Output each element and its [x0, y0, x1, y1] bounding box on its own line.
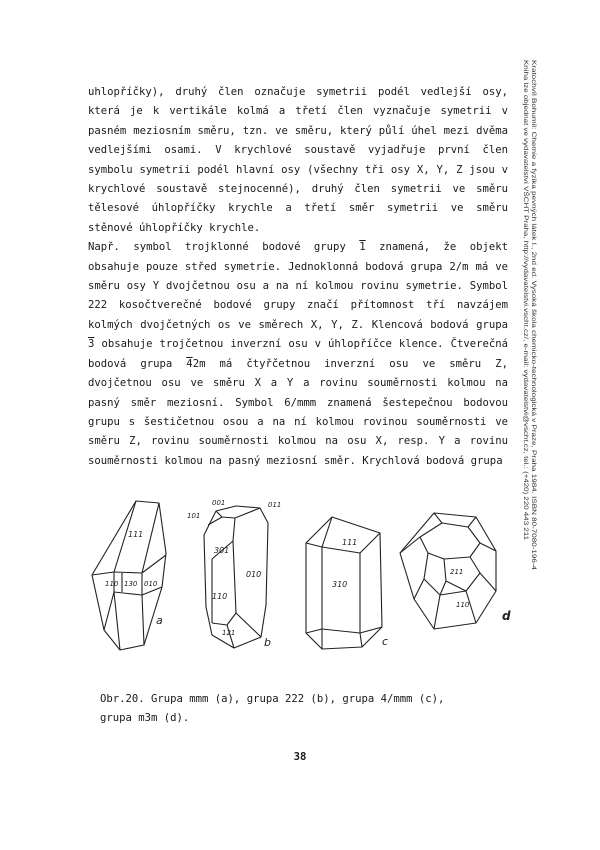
face-label-a-130: 130 — [124, 580, 138, 588]
paragraph-2-part-3: obsahuje trojčetnou inverzní osu v úhlopříčce klence. Čtverečná bodová grupa — [88, 338, 508, 370]
caption-line-2: grupa m3m (d). — [100, 712, 190, 724]
face-label-d-110: 110 — [456, 601, 470, 609]
crystal-letter-b: b — [264, 636, 271, 649]
crystal-d — [400, 513, 511, 629]
face-label-c-111: 111 — [342, 538, 358, 547]
face-label-b-301: 301 — [214, 546, 230, 555]
crystal-figure — [84, 495, 524, 660]
caption-line-1: Obr.20. Grupa mmm (a), grupa 222 (b), grupa 4/mmm (c), — [100, 693, 445, 705]
crystal-b — [187, 499, 281, 649]
paragraph-2-part-1: Např. symbol trojklonné bodové grupy — [88, 241, 360, 254]
face-label-b-001: 001 — [212, 499, 226, 507]
side-note-line-2: Kniha lze objednat ve vydavatelství VŠCHT Praha, http://vydavatelstvi.vscht.cz/, e-mail: vydavatelstvi@vscht.cz, tel.: (+420) 220 443 211 — [522, 60, 529, 441]
face-label-b-121: 121 — [222, 629, 236, 637]
crystal-letter-c: c — [382, 635, 389, 648]
face-label-d-211: 211 — [450, 568, 464, 576]
face-label-a-110: 110 — [105, 580, 119, 588]
face-label-b-010: 010 — [246, 570, 262, 579]
symbol-inverse-3: 3 — [88, 338, 95, 351]
symbol-inverse-4: 4 — [186, 357, 193, 370]
crystal-letter-a: a — [156, 614, 163, 627]
face-label-b-101: 101 — [187, 512, 201, 520]
paragraph-1: uhlopříčky), druhý člen označuje symetrii podél vedlejší osy, která je k vertikále kolmá a třetí člen vyznačuje symetrii v pasném meziosním směru, tzn. ve směru, který půlí úhel mezi dvěma vedlejšími osami. V krychlové soustavě vyjadřuje první člen symbolu symetrii podél hlavní osy (všechny tři osy X, Y, Z jsou v krychlové soustavě stejnocenné), druhý člen symetrii ve směru tělesové úhlopříčky krychle a třetí směr symetrii ve směru stěnové úhlopříčky krychle. — [88, 86, 508, 234]
page-number: 38 — [293, 751, 307, 763]
crystal-a — [92, 501, 166, 650]
crystal-letter-d: d — [502, 609, 511, 623]
side-note-line-1: Kratochvíl Bohumil: Chemie a fyzika pevných látek I., 2nd ed. Vysoká škola chemicko-technologická v Praze, Praha 1984. ISBN 80-7080-196-4 — [530, 60, 537, 459]
paragraph-2 — [88, 238, 508, 471]
symbol-inverse-1: 1 — [359, 241, 366, 254]
paragraph-2-part-2: znamená, že objekt obsahuje pouze střed symetrie. Jednoklonná bodová grupa 2/m má ve směru osy Y dvojčetnou osu a na ní kolmou rovinu symetrie. Symbol 222 kosočtverečné bodové grupy značí přítomnost tří navzájem kolmých dvojčetných os ve směrech X, Y, Z. Klencová bodová grupa — [88, 241, 508, 331]
side-note — [522, 60, 548, 459]
face-label-b-110: 110 — [212, 592, 228, 601]
face-label-a-111: 111 — [128, 530, 144, 539]
face-label-c-310: 310 — [332, 580, 348, 589]
paragraph-2-part-4: 2m má čtyřčetnou inverzní osu ve směru Z, dvojčetnou osu ve směru X a Y a rovinu souměrnosti kolmou na pasný směr meziosní. Symbol 6/mmm znamená šestерečnou bodovou grupu s šestičetnou osou a na ní kolmou rovinou souměrnosti ve směru Z, rovinu souměrnosti kolmou na osu X, resp. Y a rovinu souměrnosti kolmou na pasný meziosní směr. Krychlová bodová grupa — [88, 357, 508, 467]
face-label-a-010: 010 — [144, 580, 158, 588]
body-text — [88, 83, 508, 471]
side-note-svg — [522, 60, 548, 459]
crystal-c — [306, 517, 388, 649]
figure-caption — [100, 690, 500, 728]
face-label-b-011: 011 — [268, 501, 282, 509]
